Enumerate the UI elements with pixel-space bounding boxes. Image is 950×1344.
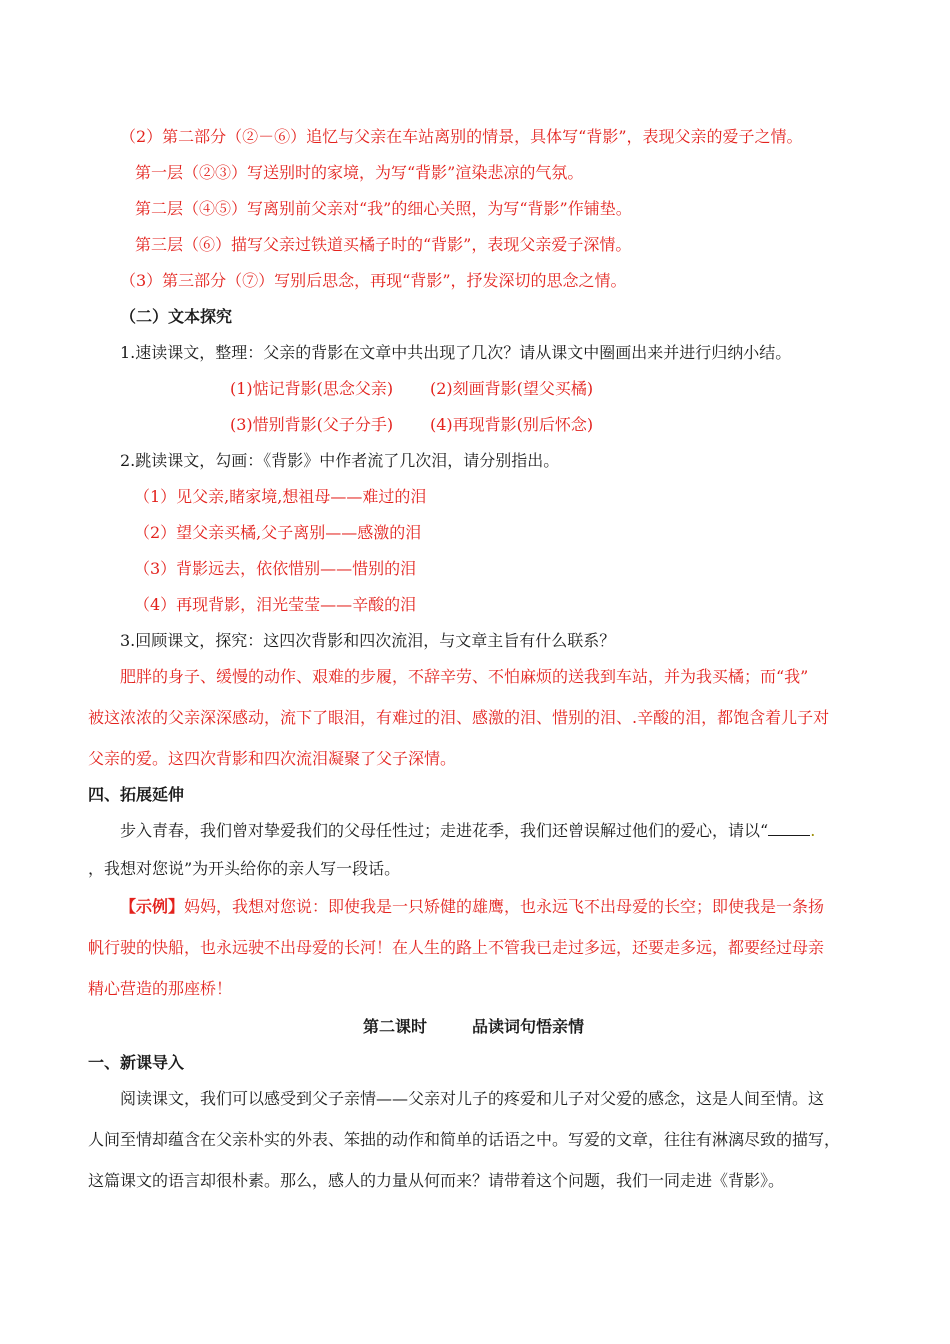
intro-heading: 一、新课导入: [88, 1053, 185, 1072]
q1-answer-4: (4)再现背影(别后怀念): [430, 415, 594, 434]
example-line-3: 精心营造的那座桥！: [88, 979, 233, 998]
text-explore-heading: （二）文本探究: [120, 307, 233, 326]
extend-prompt-line-1: [120, 820, 815, 842]
intro-line-1: 阅读课文，我们可以感受到父子亲情——父亲对儿子的疼爱和儿子对父爱的感念，这是人间至情。这: [120, 1089, 825, 1108]
example-line-2: 帆行驶的快船，也永远驶不出母爱的长河！在人生的路上不管我已走过多远，还要走多远，都要经过母亲: [88, 938, 825, 957]
example-line-1-text: 妈妈，我想对您说：即使我是一只矫健的雄鹰，也永远飞不出母爱的长空；即使我是一条扬: [184, 897, 825, 916]
structure-part-2: （2）第二部分（②－⑥）追忆与父亲在车站离别的情景，具体写“背影”，表现父亲的爱子之情。: [120, 127, 803, 146]
q3-answer-line-3: 父亲的爱。这四次背影和四次流泪凝聚了父子深情。: [88, 749, 457, 768]
q2-answer-2: （2）望父亲买橘,父子离别——感激的泪: [134, 523, 422, 542]
q3-answer-line-1: 肥胖的身子、缓慢的动作、艰难的步履，不辞辛劳、不怕麻烦的送我到车站，并为我买橘；而“我”: [120, 667, 809, 686]
question-1: 1.速读课文，整理：父亲的背影在文章中共出现了几次？请从课文中圈画出来并进行归纳小结。: [120, 343, 792, 362]
extend-heading: 四、拓展延伸: [88, 785, 185, 804]
structure-part-3: （3）第三部分（⑦）写别后思念，再现“背影”，抒发深切的思念之情。: [120, 271, 627, 290]
q3-answer-line-2-part-a: 被这浓浓的父亲深深感动，流下了眼泪，有难过的泪、感激的泪、惜别的泪、: [88, 708, 633, 727]
q2-answer-1: （1）见父亲,睹家境,想祖母——难过的泪: [134, 487, 427, 506]
question-3: 3.回顾课文，探究：这四次背影和四次流泪，与文章主旨有什么联系？: [120, 631, 616, 650]
lesson-2-title-a: 第二课时: [363, 1017, 428, 1036]
q2-answer-4: （4）再现背影，泪光莹莹——辛酸的泪: [134, 595, 417, 614]
q3-answer-line-2: [88, 707, 829, 729]
fill-in-blank: [768, 821, 810, 836]
q1-answer-3: (3)惜别背影(父子分手): [230, 415, 394, 434]
example-line-1: [120, 896, 824, 918]
intro-line-3: 这篇课文的语言却很朴素。那么，感人的力量从何而来？请带着这个问题，我们一同走进《背影》。: [88, 1171, 785, 1190]
structure-layer-2: 第二层（④⑤）写离别前父亲对“我”的细心关照，为写“背影”作铺垫。: [135, 199, 632, 218]
lesson-2-title-b: 品读词句悟亲情: [472, 1017, 585, 1036]
question-2: 2.跳读课文，勾画：《背影》中作者流了几次泪，请分别指出。: [120, 451, 560, 470]
extend-prompt-line-2: ，我想对您说”为开头给你的亲人写一段话。: [88, 859, 401, 878]
example-tag: 【示例】: [120, 897, 185, 916]
intro-line-2: 人间至情却蕴含在父亲朴实的外表、笨拙的动作和简单的话语之中。写爱的文章，往往有淋漓尽致的描写，: [88, 1130, 841, 1149]
q1-answer-1: (1)惦记背影(思念父亲): [230, 379, 394, 398]
extend-prompt-text: 步入青春，我们曾对挚爱我们的父母任性过；走进花季，我们还曾误解过他们的爱心，请以“: [120, 821, 769, 840]
structure-layer-1: 第一层（②③）写送别时的家境，为写“背影”渲染悲凉的气氛。: [135, 163, 584, 182]
blank-dot: .: [810, 821, 816, 840]
structure-layer-3: 第三层（⑥）描写父亲过铁道买橘子时的“背影”，表现父亲爱子深情。: [135, 235, 632, 254]
q3-answer-dot: .: [632, 708, 638, 727]
q2-answer-3: （3）背影远去，依依惜别——惜别的泪: [134, 559, 417, 578]
q1-answer-2: (2)刻画背影(望父买橘): [430, 379, 594, 398]
q3-answer-line-2-part-b: 辛酸的泪，都饱含着儿子对: [637, 708, 830, 727]
